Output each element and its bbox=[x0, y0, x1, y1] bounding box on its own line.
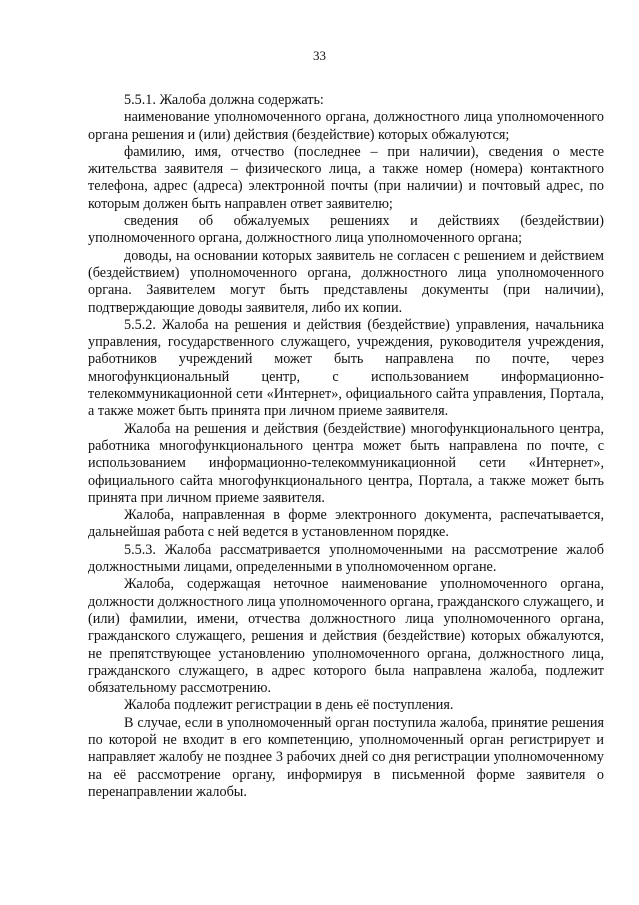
paragraph-electronic-complaint: Жалоба, направленная в форме электронного документа, распечатывается, дальнейшая работа с ней ведется в установленном порядке. bbox=[88, 507, 604, 541]
paragraph-appealed-decisions: сведения об обжалуемых решениях и действиях (бездействии) уполномоченного органа, должностного лица уполномоченного органа; bbox=[88, 213, 604, 247]
paragraph-submission-management: 5.5.2. Жалоба на решения и действия (бездействие) управления, начальника управления, государственного служащего, учреждения, руководителя учреждения, работников учреждений может быть направлена по почте, через многофункциональный центр, с использованием информационно-телекоммуникационной сети «Интернет», официального сайта управления, Портала, а также может быть принята при личном приеме заявителя. bbox=[88, 316, 604, 420]
paragraph-arguments: доводы, на основании которых заявитель не согласен с решением и действием (бездействием) уполномоченного органа, должностного лица уполномоченного органа. Заявителем могут быть представлены документы (при наличии), подтверждающие доводы заявителя, либо их копии. bbox=[88, 247, 604, 316]
paragraph-complaint-contents-heading: 5.5.1. Жалоба должна содержать: bbox=[124, 92, 324, 108]
paragraph-review-officials: 5.5.3. Жалоба рассматривается уполномоченными на рассмотрение жалоб должностными лицами, определенными в уполномоченном органе. bbox=[88, 541, 604, 576]
page-number: 33 bbox=[313, 48, 326, 63]
paragraph-redirection: В случае, если в уполномоченный орган поступила жалоба, принятие решения по которой не входит в его компетенцию, уполномоченный орган регистрирует и направляет жалобу не позднее 3 рабочих дней со дня регистрации уполномоченному на её рассмотрение органу, информируя в письменной форме заявителя о перенаправлении жалобы. bbox=[88, 714, 604, 800]
paragraph-submission-mfc: Жалоба на решения и действия (бездействие) многофункционального центра, работника многофункционального центра может быть направлена по почте, с использованием информационно-телекоммуникационной сети «Интернет», официального сайта многофункционального центра, Портала, а также может быть принята при личном приеме заявителя. bbox=[88, 420, 604, 506]
paragraph-applicant-details: фамилию, имя, отчество (последнее – при наличии), сведения о месте жительства заявителя – физического лица, а также номер (номера) контактного телефона, адрес (адреса) электронной почты (при наличии) и почтовый адрес, по которым должен быть направлен ответ заявителю; bbox=[88, 143, 604, 212]
paragraph-registration: Жалоба подлежит регистрации в день её поступления. bbox=[124, 697, 454, 714]
paragraph-body-name: наименование уполномоченного органа, должностного лица уполномоченного органа решения и (или) действия (бездействие) которых обжалуются; bbox=[88, 109, 604, 143]
paragraph-inaccurate-name: Жалоба, содержащая неточное наименование уполномоченного органа, должности должностного лица уполномоченного органа, гражданского служащего, и (или) фамилии, имени, отчества должностного лица уполномоченного органа, гражданского служащего, решения и действия (бездействие) которых обжалуются, не препятствующее установлению уполномоченного органа, должностного лица, гражданского служащего, в адрес которого была направлена жалоба, подлежит обязательному рассмотрению. bbox=[88, 576, 604, 697]
document-body bbox=[88, 92, 604, 801]
